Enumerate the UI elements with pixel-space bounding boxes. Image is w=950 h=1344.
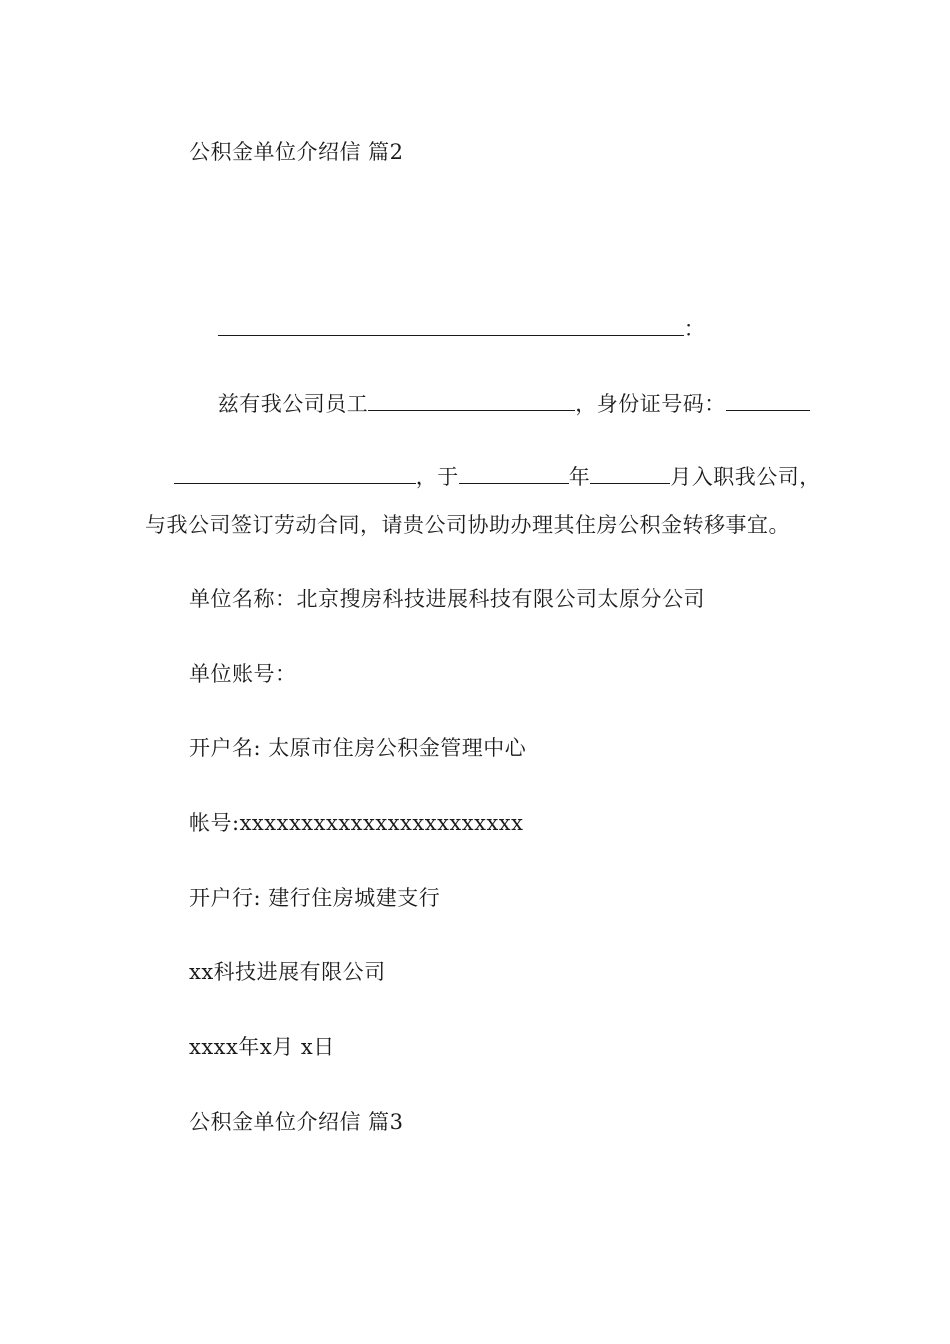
unit-account: 单位账号： [189,662,297,686]
salutation-colon: ： [683,317,706,341]
para1-month-end: 月入职我公司， [670,465,821,489]
paragraph-line-1 [189,365,810,443]
company-signature: xx科技进展有限公司 [189,960,386,984]
year-label: 年 [568,465,591,489]
id-number-blank-b [174,465,416,484]
para1-start: 兹有我公司员工 [217,392,369,416]
account-number: 帐号:xxxxxxxxxxxxxxxxxxxxxxx [189,811,524,835]
paragraph-line-3: 与我公司签订劳动合同，请贵公司协助办理其住房公积金转移事宜。 [145,513,790,537]
paragraph-line-2 [145,438,821,516]
section-heading-3: 公积金单位介绍信 篇3 [189,1110,404,1134]
unit-name: 单位名称：北京搜房科技进展科技有限公司太原分公司 [189,587,705,611]
id-number-blank-a [726,392,810,411]
para1-mid: ，身份证号码： [575,392,726,416]
month-blank [590,465,670,484]
employee-name-blank [368,392,575,411]
account-holder: 开户名: 太原市住房公积金管理中心 [189,736,527,760]
opening-bank: 开户行: 建行住房城建支行 [189,886,441,910]
salutation-line [189,290,705,368]
section-heading-2: 公积金单位介绍信 篇2 [189,140,404,164]
recipient-blank [218,317,684,336]
letter-date: xxxx年x月 x日 [189,1035,335,1059]
para1-cont: ，于 [415,465,459,489]
year-blank [459,465,569,484]
